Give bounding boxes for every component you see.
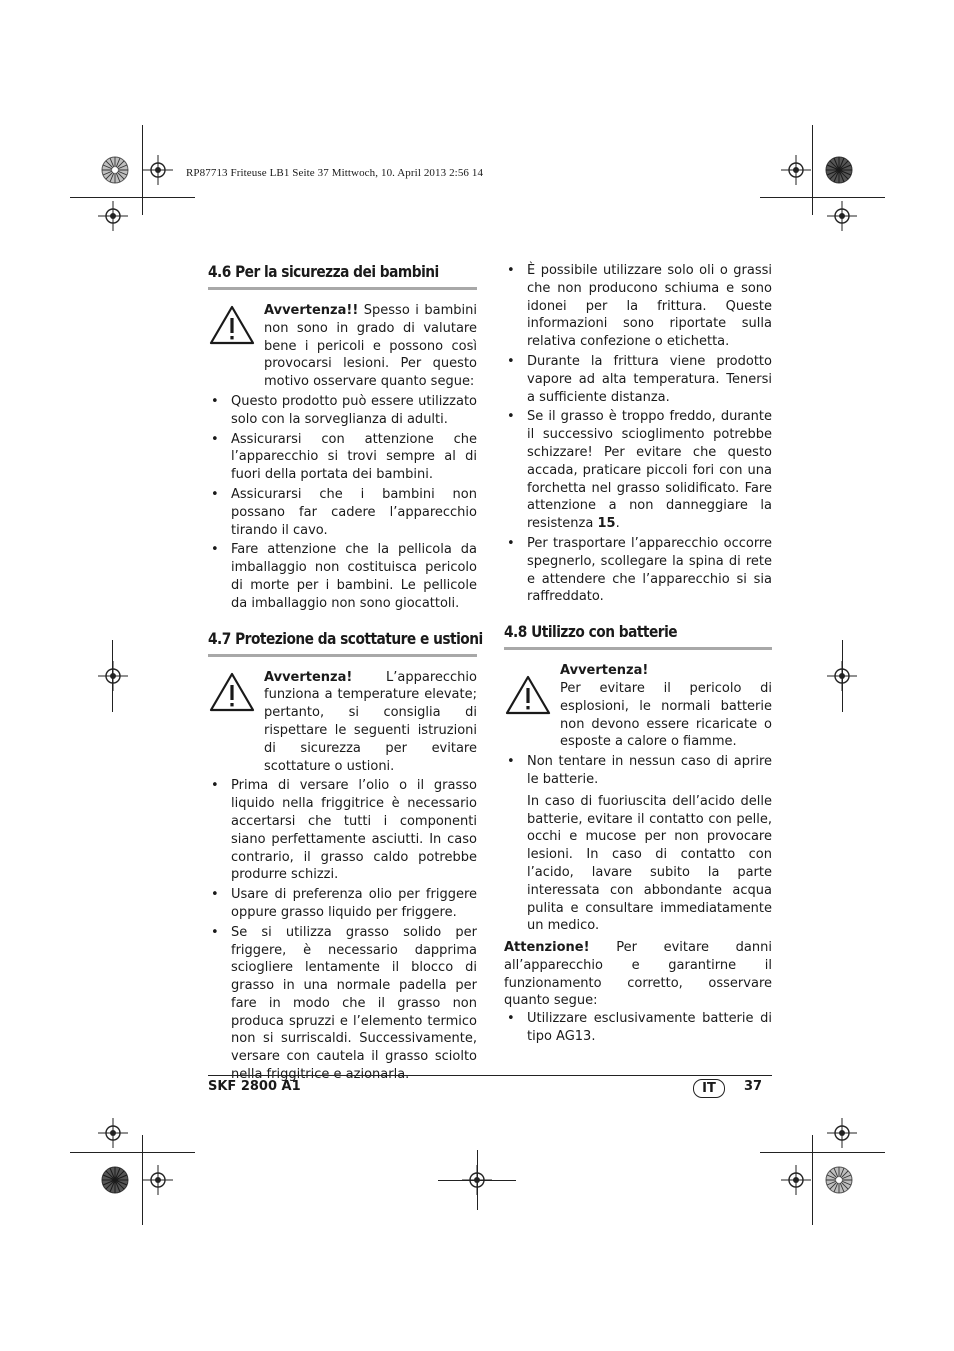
- list-item: • Assicurarsi con attenzione che l’apparecchio si trovi sempre al di fuori della portata dei bambini.: [208, 431, 477, 484]
- list-item: • Per trasportare l’apparecchio occorre spegnerlo, scollegare la spina di rete e attendere che l’apparecchio si sia raffreddato.: [504, 535, 772, 606]
- page-number: 37: [744, 1079, 763, 1094]
- registration-mark-icon: [143, 1165, 173, 1195]
- color-rosette-icon: [825, 156, 853, 184]
- bullet-list-4-8: [504, 753, 772, 789]
- attention-paragraph: [504, 939, 772, 1010]
- registration-mark-icon: [143, 155, 173, 185]
- warning-body: L’apparecchio funziona a temperature elevate; pertanto, si consiglia di rispettare le seguenti istruzioni di sicurezza per evitare scottature o ustioni.: [264, 669, 477, 774]
- section-4-6: [208, 262, 477, 290]
- warning-batteries: [504, 662, 772, 751]
- list-item: • Fare attenzione che la pellicola da imballaggio non costituisca pericolo di morte per i bambini. Le pellicole da imballaggio non sono giocattoli.: [208, 541, 477, 612]
- section-4-7: [208, 628, 483, 657]
- list-item: • Questo prodotto può essere utilizzato solo con la sorveglianza di adulti.: [208, 393, 477, 429]
- warning-triangle-icon: [208, 669, 264, 717]
- warning-text: [560, 662, 772, 751]
- registration-mark-icon: [98, 661, 128, 691]
- trim-mark: [812, 125, 813, 215]
- registration-mark-icon: [98, 201, 128, 231]
- warning-triangle-icon: [208, 302, 264, 350]
- registration-mark-icon: [98, 1118, 128, 1148]
- bullet-list-batteries: [504, 1010, 772, 1046]
- trim-mark: [70, 1152, 195, 1153]
- footer-rule: [208, 1075, 772, 1076]
- trim-mark: [477, 1150, 478, 1210]
- trim-mark: [760, 197, 885, 198]
- trim-mark: [70, 197, 195, 198]
- color-rosette-icon: [825, 1166, 853, 1194]
- list-item: • Usare di preferenza olio per friggere oppure grasso liquido per friggere.: [208, 886, 477, 922]
- section-title-4-8: 4.8 Utilizzo con batterie: [504, 622, 678, 642]
- bullet-list-4-7: [208, 777, 477, 1084]
- list-item: • Se si utilizza grasso solido per friggere, è necessario dapprima sciogliere lentamente il blocco di grasso in una normale padella per fare in modo che il grasso non produca spruzzi e l’elemento termico non si surriscaldi. Successivamente, versare con cautela il grasso sciolto nella friggitrice e azionarla.: [208, 924, 477, 1084]
- bullet-list-4-6: [208, 393, 477, 613]
- warning-label: Avvertenza!!: [264, 303, 359, 318]
- trim-mark: [760, 1152, 885, 1153]
- trim-mark: [812, 1135, 813, 1225]
- section-title-4-6: 4.6 Per la sicurezza dei bambini: [208, 262, 439, 281]
- warning-body: Per evitare il pericolo di esplosioni, le normali batterie non devono essere ricaricate o esposte a calore o fiamme.: [560, 680, 772, 750]
- warning-children: [208, 302, 477, 391]
- acid-paragraph: In caso di fuoriuscita dell’acido delle batterie, evitare il contatto con pelle, occhi e mucose per non provocare lesioni. In caso di contatto con l’acido, lavare subito la parte interessata con abbondante acqua pulita e consultare immediatamente un medico.: [527, 793, 772, 934]
- warning-label: Avvertenza!: [560, 663, 649, 679]
- color-rosette-icon: [101, 156, 129, 184]
- registration-mark-icon: [827, 201, 857, 231]
- left-column: [208, 262, 483, 1086]
- color-rosette-icon: [101, 1166, 129, 1194]
- footer-model: SKF 2800 A1: [208, 1079, 301, 1094]
- registration-mark-icon: [781, 155, 811, 185]
- warning-burns: [208, 669, 477, 776]
- registration-mark-icon: [781, 1165, 811, 1195]
- warning-text: [264, 302, 477, 391]
- registration-mark-icon: [827, 1118, 857, 1148]
- right-column: [504, 262, 772, 1048]
- footer-language-badge: IT: [693, 1079, 725, 1098]
- registration-mark-icon: [827, 661, 857, 691]
- list-item: • Prima di versare l’olio o il grasso liquido nella friggitrice è necessario accertarsi che tutti i componenti siano perfettamente asciutti. In caso contrario, il grasso caldo potrebbe produrre schizzi.: [208, 777, 477, 884]
- section-title-4-7: 4.7 Protezione da scottature e ustioni: [208, 628, 483, 648]
- print-header: RP87713 Friteuse LB1 Seite 37 Mittwoch, 10. April 2013 2:56 14: [186, 167, 484, 179]
- warning-triangle-icon: [504, 662, 560, 720]
- section-4-8: [504, 622, 772, 650]
- attention-body: Per evitare danni all’apparecchio e garantirne il funzionamento corretto, osservare quanto segue:: [504, 940, 772, 1009]
- list-item-text: Se il grasso è troppo freddo, durante il successivo scioglimento potrebbe schizzare! Per evitare che questo accada, praticare piccoli fori con una forchetta nel grasso solidificato. Fare attenzione a non danneggiare la resistenza: [527, 409, 772, 532]
- warning-text: [264, 669, 477, 776]
- list-item: [504, 408, 772, 533]
- part-reference: 15: [597, 516, 616, 532]
- bullet-list-continued: [504, 262, 772, 606]
- list-item: • Assicurarsi che i bambini non possano far cadere l’apparecchio tirando il cavo.: [208, 486, 477, 539]
- list-item: • Durante la frittura viene prodotto vapore ad alta temperatura. Tenersi a sufficiente distanza.: [504, 353, 772, 406]
- list-item: • Utilizzare esclusivamente batterie di tipo AG13.: [504, 1010, 772, 1046]
- attention-label: Attenzione!: [504, 940, 590, 956]
- warning-body: Spesso i bambini non sono in grado di valutare bene i pericoli e possono così provocarsi lesioni. Per questo motivo osservare quanto segue:: [264, 303, 477, 390]
- list-item: • Non tentare in nessun caso di aprire le batterie.: [504, 753, 772, 789]
- list-item: • È possibile utilizzare solo oli o grassi che non producono schiuma e sono idonei per la frittura. Queste informazioni sono riportate sulla relativa confezione o etichetta.: [504, 262, 772, 351]
- warning-label: Avvertenza!: [264, 669, 353, 685]
- list-item-end: .: [615, 516, 620, 532]
